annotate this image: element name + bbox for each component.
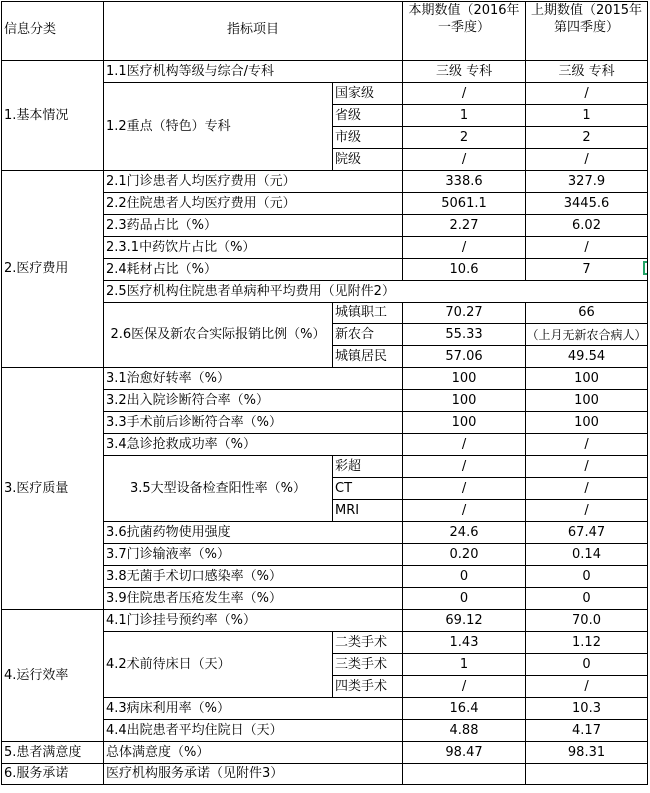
previous-value: 66 (526, 303, 648, 324)
sub-level-label: 城镇职工 (333, 303, 403, 324)
indicator-label: 3.6抗菌药物使用强度 (104, 522, 403, 544)
table-row (2, 368, 648, 390)
sub-level-label: 新农合 (333, 324, 403, 346)
previous-value: 1.12 (526, 632, 648, 654)
previous-value: 2 (526, 127, 648, 149)
indicator-label: 3.8无菌手术切口感染率（%） (104, 566, 403, 588)
indicator-label: 2.1门诊患者人均医疗费用（元） (104, 171, 403, 193)
current-value: 5061.1 (403, 193, 526, 215)
indicator-label: 3.3手术前后诊断符合率（%） (104, 412, 403, 434)
section-label: 3.医疗质量 (2, 368, 104, 610)
indicator-label: 2.2住院患者人均医疗费用（元） (104, 193, 403, 215)
previous-value (526, 764, 648, 785)
current-value: / (403, 434, 526, 456)
indicator-label: 2.4耗材占比（%） (104, 259, 403, 281)
current-value: 4.88 (403, 720, 526, 742)
cell-selection-marker (643, 261, 647, 275)
indicator-label: 1.2重点（特色）专科 (104, 83, 333, 171)
previous-value: 67.47 (526, 522, 648, 544)
header-row (2, 2, 648, 61)
previous-value: / (526, 237, 648, 259)
current-value: 0 (403, 588, 526, 610)
indicator-table (1, 1, 648, 785)
indicator-label: 4.2术前待床日（天） (104, 632, 333, 698)
previous-value: 0 (526, 654, 648, 676)
previous-value: / (526, 676, 648, 698)
header-previous: 上期数值（2015年第四季度） (526, 2, 648, 61)
indicator-label: 总体满意度（%） (104, 742, 403, 764)
current-value: / (403, 149, 526, 171)
current-value: 69.12 (403, 610, 526, 632)
indicator-label: 4.4出院患者平均住院日（天） (104, 720, 403, 742)
sub-level-label: 国家级 (333, 83, 403, 105)
indicator-label: 2.3.1中药饮片占比（%） (104, 237, 403, 259)
previous-value: 100 (526, 368, 648, 390)
sub-level-label: MRI (333, 500, 403, 522)
previous-value: 6.02 (526, 215, 648, 237)
previous-value: 3445.6 (526, 193, 648, 215)
current-value: 三级 专科 (403, 61, 526, 83)
current-value: 24.6 (403, 522, 526, 544)
indicator-label: 3.2出入院诊断符合率（%） (104, 390, 403, 412)
header-category: 信息分类 (2, 2, 104, 61)
previous-value: 1 (526, 105, 648, 127)
sub-level-label: CT (333, 478, 403, 500)
previous-value: 7 (526, 259, 648, 281)
previous-value: 100 (526, 390, 648, 412)
previous-value: （上月无新农合病人） (526, 324, 648, 346)
sub-level-label: 二类手术 (333, 632, 403, 654)
previous-value: / (526, 478, 648, 500)
current-value: 55.33 (403, 324, 526, 346)
table-row (2, 742, 648, 764)
current-value: 2 (403, 127, 526, 149)
current-value: 100 (403, 390, 526, 412)
indicator-label: 3.4急诊抢救成功率（%） (104, 434, 403, 456)
section-label: 4.运行效率 (2, 610, 104, 742)
previous-value: 98.31 (526, 742, 648, 764)
sub-level-label: 四类手术 (333, 676, 403, 698)
table-row (2, 610, 648, 632)
header-indicator: 指标项目 (104, 2, 403, 61)
table-row (2, 764, 648, 785)
current-value: / (403, 478, 526, 500)
previous-value: 三级 专科 (526, 61, 648, 83)
table-row (2, 171, 648, 193)
current-value: 100 (403, 412, 526, 434)
sub-level-label: 省级 (333, 105, 403, 127)
sub-level-label: 彩超 (333, 456, 403, 478)
indicator-label: 2.5医疗机构住院患者单病种平均费用（见附件2） (104, 281, 648, 303)
indicator-label: 医疗机构服务承诺（见附件3） (104, 764, 403, 785)
current-value: 10.6 (403, 259, 526, 281)
indicator-label: 3.7门诊输液率（%） (104, 544, 403, 566)
current-value: 1.43 (403, 632, 526, 654)
current-value (403, 764, 526, 785)
table-row (2, 61, 648, 83)
previous-value: / (526, 434, 648, 456)
indicator-label: 3.9住院患者压疮发生率（%） (104, 588, 403, 610)
indicator-label: 3.5大型设备检查阳性率（%） (104, 456, 333, 522)
sub-level-label: 市级 (333, 127, 403, 149)
indicator-label: 4.1门诊挂号预约率（%） (104, 610, 403, 632)
current-value: 338.6 (403, 171, 526, 193)
section-label: 5.患者满意度 (2, 742, 104, 764)
previous-value: 10.3 (526, 698, 648, 720)
indicator-label: 1.1医疗机构等级与综合/专科 (104, 61, 403, 83)
indicator-label: 4.3病床利用率（%） (104, 698, 403, 720)
previous-value: 327.9 (526, 171, 648, 193)
current-value: 16.4 (403, 698, 526, 720)
current-value: / (403, 83, 526, 105)
current-value: 2.27 (403, 215, 526, 237)
previous-value: / (526, 83, 648, 105)
current-value: 98.47 (403, 742, 526, 764)
previous-value: / (526, 149, 648, 171)
current-value: / (403, 676, 526, 698)
current-value: 1 (403, 105, 526, 127)
previous-value: 0 (526, 566, 648, 588)
previous-value: 100 (526, 412, 648, 434)
current-value: 70.27 (403, 303, 526, 324)
current-value: 100 (403, 368, 526, 390)
current-value: 1 (403, 654, 526, 676)
sub-level-label: 院级 (333, 149, 403, 171)
current-value: / (403, 456, 526, 478)
previous-value: 0.14 (526, 544, 648, 566)
header-current: 本期数值（2016年一季度） (403, 2, 526, 61)
previous-value: 49.54 (526, 346, 648, 368)
indicator-label: 2.6医保及新农合实际报销比例（%） (104, 303, 333, 368)
sub-level-label: 城镇居民 (333, 346, 403, 368)
section-label: 2.医疗费用 (2, 171, 104, 368)
current-value: 57.06 (403, 346, 526, 368)
indicator-label: 2.3药品占比（%） (104, 215, 403, 237)
indicator-label: 3.1治愈好转率（%） (104, 368, 403, 390)
current-value: / (403, 237, 526, 259)
current-value: 0.20 (403, 544, 526, 566)
previous-value: 4.17 (526, 720, 648, 742)
previous-value: / (526, 456, 648, 478)
previous-value: 70.0 (526, 610, 648, 632)
section-label: 1.基本情况 (2, 61, 104, 171)
current-value: / (403, 500, 526, 522)
current-value: 0 (403, 566, 526, 588)
previous-value: / (526, 500, 648, 522)
previous-value: 0 (526, 588, 648, 610)
sub-level-label: 三类手术 (333, 654, 403, 676)
section-label: 6.服务承诺 (2, 764, 104, 785)
